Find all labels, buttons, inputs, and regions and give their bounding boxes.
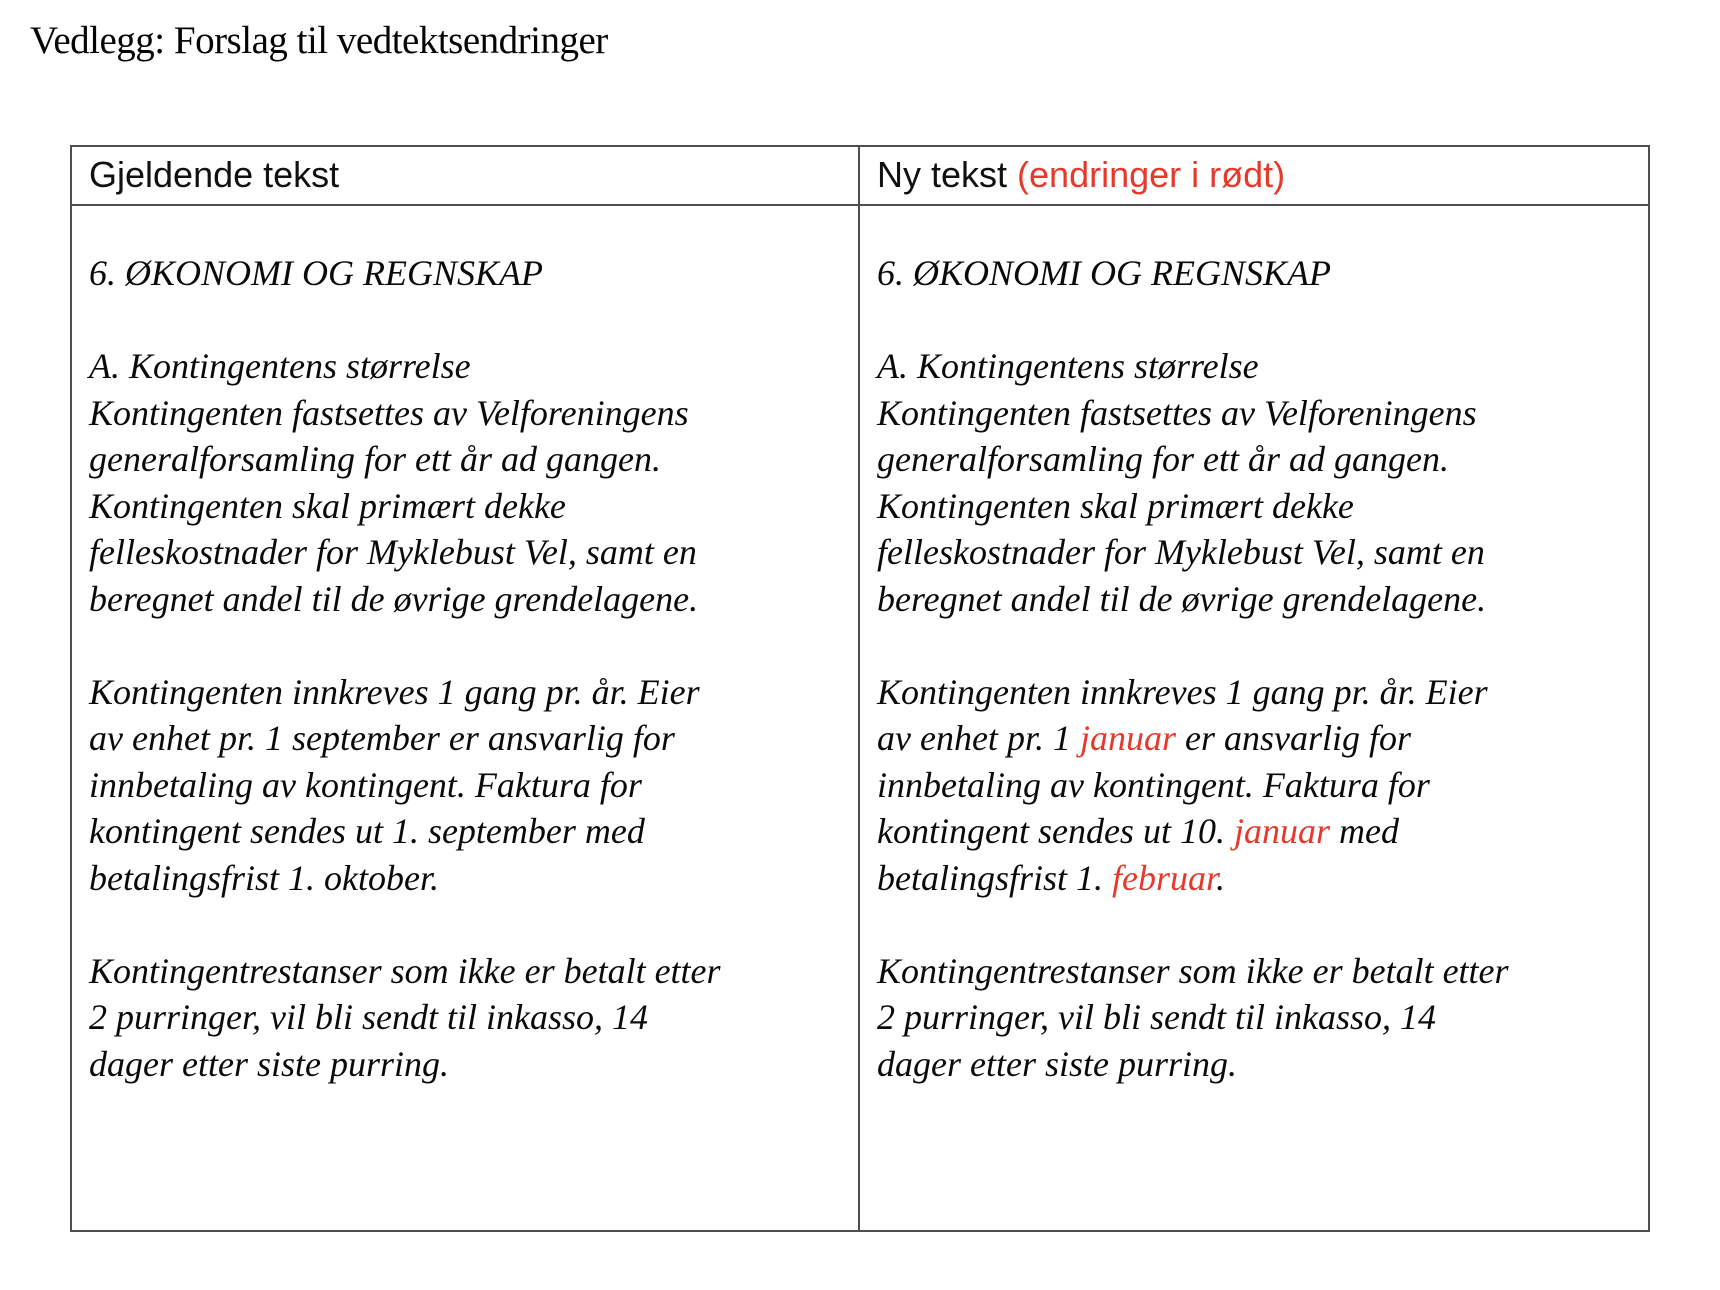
text-line xyxy=(877,576,1638,623)
text-line xyxy=(89,715,848,762)
text-line xyxy=(89,994,848,1041)
text-segment: dager etter siste purring. xyxy=(877,1043,1237,1084)
text-segment: med xyxy=(1329,811,1399,851)
text-line xyxy=(877,808,1638,855)
text-segment: Ny tekst xyxy=(877,154,1018,195)
table-header-row xyxy=(72,147,1648,206)
text-segment: Kontingentrestanser som ikke er betalt etter xyxy=(877,950,1509,991)
text-segment: Kontingenten fastsettes av Velforeningens xyxy=(877,392,1477,433)
changed-text: februar xyxy=(1112,857,1217,898)
text-line xyxy=(877,715,1638,762)
text-line xyxy=(877,250,1638,297)
text-line xyxy=(89,1041,848,1088)
text-line xyxy=(877,1041,1638,1088)
text-segment: kontingent sendes ut 1. september med xyxy=(89,811,645,851)
text-line xyxy=(89,669,848,716)
text-line xyxy=(89,808,848,855)
text-line xyxy=(877,948,1638,995)
current-text-cell xyxy=(72,206,860,1230)
text-line xyxy=(877,390,1638,437)
text-line xyxy=(877,994,1638,1041)
text-segment: Kontingenten innkreves 1 gang pr. år. Eier xyxy=(89,671,700,712)
changed-text: (endringer i rødt) xyxy=(1017,154,1286,195)
text-segment: betalingsfrist 1. oktober. xyxy=(89,857,439,898)
text-line xyxy=(877,529,1638,576)
text-segment: Kontingenten fastsettes av Velforeningens xyxy=(89,392,689,433)
table-body-row xyxy=(72,206,1648,1230)
blank-line xyxy=(89,901,848,948)
text-line xyxy=(89,529,848,576)
text-segment: A. Kontingentens størrelse xyxy=(877,346,1259,386)
amendments-table xyxy=(70,145,1650,1232)
blank-line xyxy=(89,622,848,669)
text-segment: innbetaling av kontingent. Faktura for xyxy=(89,764,642,805)
text-segment: betalingsfrist 1. xyxy=(877,857,1113,898)
page-title: Vedlegg: Forslag til vedtektsendringer xyxy=(30,19,608,62)
new-text-cell xyxy=(860,206,1648,1230)
text-line xyxy=(877,436,1638,483)
text-segment: 6. ØKONOMI OG REGNSKAP xyxy=(877,253,1331,293)
text-segment: av enhet pr. 1 xyxy=(877,718,1080,758)
text-line xyxy=(89,576,848,623)
text-line xyxy=(877,762,1638,809)
text-segment: generalforsamling for ett år ad gangen. xyxy=(89,439,661,479)
blank-line xyxy=(877,622,1638,669)
text-segment: 2 purringer, vil bli sendt til inkasso, 14 xyxy=(89,997,649,1037)
text-segment: Kontingentrestanser som ikke er betalt etter xyxy=(89,950,721,991)
text-segment: innbetaling av kontingent. Faktura for xyxy=(877,764,1430,805)
text-line xyxy=(89,948,848,995)
text-line xyxy=(877,343,1638,390)
column-header-current-text xyxy=(72,147,860,204)
text-segment: Kontingenten innkreves 1 gang pr. år. Eier xyxy=(877,671,1488,712)
text-line xyxy=(89,483,848,530)
text-segment: Kontingenten skal primært dekke xyxy=(877,485,1354,526)
text-segment: av enhet pr. 1 september er ansvarlig for xyxy=(89,718,675,758)
text-line xyxy=(89,250,848,297)
text-segment: kontingent sendes ut 10. xyxy=(877,811,1234,851)
changed-text: januar xyxy=(1233,811,1330,851)
text-segment: er ansvarlig for xyxy=(1175,718,1411,758)
blank-line xyxy=(877,901,1638,948)
text-segment: Kontingenten skal primært dekke xyxy=(89,485,566,526)
text-line xyxy=(877,855,1638,902)
text-line xyxy=(89,343,848,390)
text-line xyxy=(89,436,848,483)
text-segment: dager etter siste purring. xyxy=(89,1043,449,1084)
text-line xyxy=(89,390,848,437)
text-segment: Gjeldende tekst xyxy=(89,154,340,195)
text-line xyxy=(877,483,1638,530)
text-segment: A. Kontingentens størrelse xyxy=(89,346,471,386)
text-segment: beregnet andel til de øvrige grendelagene. xyxy=(877,578,1487,619)
text-line xyxy=(877,669,1638,716)
text-segment: beregnet andel til de øvrige grendelagene. xyxy=(89,578,699,619)
text-segment: generalforsamling for ett år ad gangen. xyxy=(877,439,1449,479)
text-segment: . xyxy=(1216,857,1226,898)
column-header-new-text xyxy=(860,147,1648,204)
blank-line xyxy=(89,297,848,344)
changed-text: januar xyxy=(1079,718,1176,758)
text-segment: 6. ØKONOMI OG REGNSKAP xyxy=(89,253,543,293)
blank-line xyxy=(877,297,1638,344)
text-line xyxy=(89,855,848,902)
text-line xyxy=(89,762,848,809)
text-segment: felleskostnader for Myklebust Vel, samt en xyxy=(89,532,697,572)
text-segment: felleskostnader for Myklebust Vel, samt en xyxy=(877,532,1485,572)
text-segment: 2 purringer, vil bli sendt til inkasso, 14 xyxy=(877,997,1437,1037)
